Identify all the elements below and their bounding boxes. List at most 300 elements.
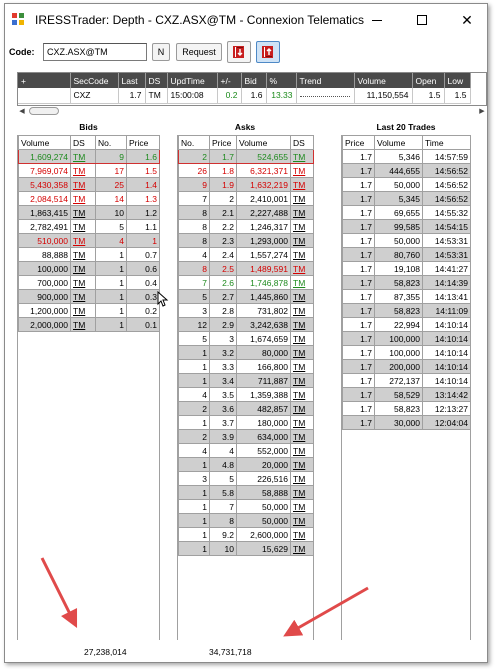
bids-cell: 0.4 <box>127 276 160 290</box>
minimize-button[interactable] <box>355 4 399 36</box>
asks-cell: 4 <box>179 388 210 402</box>
quote-header[interactable]: % <box>266 73 296 88</box>
book-down-icon <box>231 44 247 60</box>
trades-cell: 1.7 <box>343 220 375 234</box>
scroll-left-icon[interactable]: ◀ <box>19 108 25 115</box>
quote-cell: 15:00:08 <box>167 88 217 103</box>
trades-cell: 14:10:14 <box>423 318 471 332</box>
bids-row[interactable] <box>19 150 160 164</box>
asks-row[interactable] <box>179 178 314 192</box>
asks-row[interactable] <box>179 318 314 332</box>
quote-header[interactable]: UpdTime <box>167 73 217 88</box>
trades-row[interactable] <box>343 388 471 402</box>
asks-cell: TM <box>291 150 314 164</box>
trades-cell: 14:53:31 <box>423 234 471 248</box>
depth-down-button[interactable] <box>227 41 251 63</box>
asks-row[interactable] <box>179 486 314 500</box>
asks-cell: 2,227,488 <box>237 206 291 220</box>
asks-cell: 9 <box>179 178 210 192</box>
trades-row[interactable] <box>343 150 471 164</box>
bids-cell: TM <box>71 290 96 304</box>
bids-cell: 2,084,514 <box>19 192 71 206</box>
asks-cell: TM <box>291 430 314 444</box>
bids-row[interactable] <box>19 248 160 262</box>
trades-cell: 12:04:04 <box>423 416 471 430</box>
asks-cell: 1,746,878 <box>237 276 291 290</box>
asks-cell: 2 <box>210 192 237 206</box>
trades-cell: 14:14:39 <box>423 276 471 290</box>
trades-cell: 13:14:42 <box>423 388 471 402</box>
bids-row[interactable] <box>19 262 160 276</box>
asks-cell: 5 <box>179 290 210 304</box>
asks-cell: 166,800 <box>237 360 291 374</box>
bids-title: Bids <box>79 122 98 132</box>
asks-cell: 3.4 <box>210 374 237 388</box>
quote-cell: 1.5 <box>444 88 470 103</box>
asks-row[interactable] <box>179 304 314 318</box>
bids-cell: TM <box>71 150 96 164</box>
scroll-thumb[interactable] <box>29 107 59 115</box>
asks-row[interactable] <box>179 500 314 514</box>
asks-cell: 1,557,274 <box>237 248 291 262</box>
asks-cell: 1 <box>179 500 210 514</box>
quote-cell: 0.2 <box>217 88 241 103</box>
scroll-right-icon[interactable]: ▶ <box>479 108 485 115</box>
trades-row[interactable] <box>343 220 471 234</box>
asks-cell: 3.6 <box>210 402 237 416</box>
asks-cell: 12 <box>179 318 210 332</box>
trades-panel <box>341 135 471 640</box>
asks-cell: TM <box>291 346 314 360</box>
asks-row[interactable] <box>179 514 314 528</box>
close-button[interactable] <box>445 4 488 36</box>
asks-cell: 1 <box>179 416 210 430</box>
maximize-button[interactable] <box>400 4 444 36</box>
bids-cell: 5,430,358 <box>19 178 71 192</box>
bids-cell: 1 <box>96 262 127 276</box>
asks-row[interactable] <box>179 150 314 164</box>
asks-cell: 2.8 <box>210 304 237 318</box>
trades-cell: 1.7 <box>343 304 375 318</box>
asks-cell: 1 <box>179 458 210 472</box>
asks-cell: 2,600,000 <box>237 528 291 542</box>
bids-row[interactable] <box>19 178 160 192</box>
asks-row[interactable] <box>179 346 314 360</box>
asks-cell: 711,887 <box>237 374 291 388</box>
trades-header[interactable]: Volume <box>375 136 423 150</box>
quote-cell: 1.5 <box>412 88 444 103</box>
bids-cell: 10 <box>96 206 127 220</box>
bids-row[interactable] <box>19 290 160 304</box>
trades-header[interactable]: Time <box>423 136 471 150</box>
bids-panel <box>17 135 160 640</box>
trades-row[interactable] <box>343 206 471 220</box>
asks-panel <box>177 135 314 640</box>
trades-cell: 14:10:14 <box>423 346 471 360</box>
depth-up-button[interactable] <box>256 41 280 63</box>
asks-cell: 7 <box>179 276 210 290</box>
window-title: IRESSTrader: Depth - CXZ.ASX@TM - Connexion Telematics <box>35 13 364 27</box>
asks-cell: 552,000 <box>237 444 291 458</box>
asks-cell: 1,674,659 <box>237 332 291 346</box>
asks-cell: 2 <box>179 430 210 444</box>
trades-cell: 14:53:31 <box>423 248 471 262</box>
asks-cell: 9.2 <box>210 528 237 542</box>
bids-cell: 0.2 <box>127 304 160 318</box>
trades-row[interactable] <box>343 416 471 430</box>
trades-cell: 14:41:27 <box>423 262 471 276</box>
asks-row[interactable] <box>179 360 314 374</box>
trades-cell: 14:55:32 <box>423 206 471 220</box>
asks-row[interactable] <box>179 528 314 542</box>
asks-cell: 524,655 <box>237 150 291 164</box>
trades-row[interactable] <box>343 374 471 388</box>
quote-header[interactable]: Bid <box>241 73 266 88</box>
asks-cell: TM <box>291 500 314 514</box>
quote-cell <box>18 88 70 103</box>
bids-cell: TM <box>71 206 96 220</box>
trades-row[interactable] <box>343 192 471 206</box>
trades-row[interactable] <box>343 332 471 346</box>
trades-cell: 1.7 <box>343 248 375 262</box>
bids-cell: 7,969,074 <box>19 164 71 178</box>
asks-cell: 4 <box>179 444 210 458</box>
quote-cell: 11,150,554 <box>354 88 412 103</box>
trades-cell: 50,000 <box>375 178 423 192</box>
bids-cell: 4 <box>96 234 127 248</box>
asks-cell: 2,410,001 <box>237 192 291 206</box>
trades-cell: 14:56:52 <box>423 164 471 178</box>
asks-row[interactable] <box>179 192 314 206</box>
asks-cell: 1,246,317 <box>237 220 291 234</box>
asks-cell: 1 <box>179 514 210 528</box>
trades-cell: 444,655 <box>375 164 423 178</box>
bids-cell: 1.4 <box>127 178 160 192</box>
quote-cell: 13.33 <box>266 88 296 103</box>
asks-cell: TM <box>291 458 314 472</box>
bids-cell: 0.6 <box>127 262 160 276</box>
asks-cell: 80,000 <box>237 346 291 360</box>
bids-cell: 1 <box>127 234 160 248</box>
asks-cell: 58,888 <box>237 486 291 500</box>
trades-row[interactable] <box>343 360 471 374</box>
trend-sparkline <box>300 96 350 97</box>
asks-cell: 8 <box>179 220 210 234</box>
asks-cell: TM <box>291 262 314 276</box>
bids-cell: 1 <box>96 290 127 304</box>
asks-cell: 1,293,000 <box>237 234 291 248</box>
asks-cell: 8 <box>179 262 210 276</box>
asks-cell: 634,000 <box>237 430 291 444</box>
asks-cell: 15,629 <box>237 542 291 556</box>
bids-cell: 5 <box>96 220 127 234</box>
asks-row[interactable] <box>179 206 314 220</box>
asks-row[interactable] <box>179 220 314 234</box>
trades-cell: 14:56:52 <box>423 178 471 192</box>
bids-cell: 88,888 <box>19 248 71 262</box>
asks-row[interactable] <box>179 458 314 472</box>
asks-cell: 2.4 <box>210 248 237 262</box>
toolbar <box>5 38 487 66</box>
asks-title: Asks <box>234 122 256 132</box>
asks-cell: TM <box>291 528 314 542</box>
trades-cell: 58,823 <box>375 402 423 416</box>
bids-cell: 17 <box>96 164 127 178</box>
trades-row[interactable] <box>343 262 471 276</box>
bids-cell: 1.2 <box>127 206 160 220</box>
bids-cell: 25 <box>96 178 127 192</box>
trades-row[interactable] <box>343 248 471 262</box>
asks-total: 34,731,718 <box>209 647 252 657</box>
asks-cell: TM <box>291 206 314 220</box>
bids-table <box>18 135 160 332</box>
trades-row[interactable] <box>343 290 471 304</box>
asks-cell: 3.3 <box>210 360 237 374</box>
asks-cell: 6,321,371 <box>237 164 291 178</box>
trades-cell: 272,137 <box>375 374 423 388</box>
asks-cell: 7 <box>210 500 237 514</box>
bids-cell: TM <box>71 178 96 192</box>
asks-row[interactable] <box>179 276 314 290</box>
trades-row[interactable] <box>343 178 471 192</box>
trades-cell: 1.7 <box>343 206 375 220</box>
bids-row[interactable] <box>19 276 160 290</box>
asks-cell: 2.9 <box>210 318 237 332</box>
trades-cell: 14:13:41 <box>423 290 471 304</box>
minimize-icon <box>372 20 382 21</box>
trades-cell: 5,346 <box>375 150 423 164</box>
asks-cell: 1,632,219 <box>237 178 291 192</box>
quote-hscrollbar[interactable] <box>17 106 487 116</box>
bids-cell: TM <box>71 318 96 332</box>
asks-row[interactable] <box>179 402 314 416</box>
quote-table <box>18 73 471 104</box>
asks-cell: 5 <box>210 472 237 486</box>
asks-cell: TM <box>291 304 314 318</box>
trades-cell: 1.7 <box>343 150 375 164</box>
asks-cell: 4.8 <box>210 458 237 472</box>
asks-row[interactable] <box>179 388 314 402</box>
asks-cell: 1.7 <box>210 150 237 164</box>
trades-row[interactable] <box>343 402 471 416</box>
maximize-icon <box>417 15 427 25</box>
bids-cell: 1,863,415 <box>19 206 71 220</box>
quote-header[interactable]: + <box>18 73 70 88</box>
trades-cell: 22,994 <box>375 318 423 332</box>
asks-cell: 10 <box>210 542 237 556</box>
code-input[interactable] <box>43 43 147 61</box>
asks-header[interactable]: No. <box>179 136 210 150</box>
asks-cell: 1 <box>179 346 210 360</box>
depth-window <box>4 3 488 663</box>
asks-cell: 4 <box>210 444 237 458</box>
trades-cell: 50,000 <box>375 234 423 248</box>
trades-cell: 5,345 <box>375 192 423 206</box>
asks-cell: 2.2 <box>210 220 237 234</box>
asks-table <box>178 135 314 556</box>
asks-cell: 731,802 <box>237 304 291 318</box>
bids-cell: TM <box>71 262 96 276</box>
asks-row[interactable] <box>179 542 314 556</box>
quote-header[interactable]: Volume <box>354 73 412 88</box>
bids-cell: 900,000 <box>19 290 71 304</box>
asks-cell: TM <box>291 402 314 416</box>
asks-cell: 1 <box>179 360 210 374</box>
asks-row[interactable] <box>179 430 314 444</box>
quote-header[interactable]: +/- <box>217 73 241 88</box>
trades-row[interactable] <box>343 276 471 290</box>
asks-cell: TM <box>291 360 314 374</box>
asks-cell: 1,359,388 <box>237 388 291 402</box>
bids-row[interactable] <box>19 220 160 234</box>
asks-cell: 1 <box>179 528 210 542</box>
asks-cell: 1,445,860 <box>237 290 291 304</box>
asks-row[interactable] <box>179 248 314 262</box>
asks-row[interactable] <box>179 262 314 276</box>
asks-cell: TM <box>291 416 314 430</box>
bids-cell: TM <box>71 304 96 318</box>
asks-cell: 26 <box>179 164 210 178</box>
bids-row[interactable] <box>19 304 160 318</box>
trades-cell: 58,823 <box>375 276 423 290</box>
asks-cell: 8 <box>179 206 210 220</box>
quote-header[interactable]: Open <box>412 73 444 88</box>
asks-cell: TM <box>291 178 314 192</box>
bids-cell: 14 <box>96 192 127 206</box>
asks-cell: 226,516 <box>237 472 291 486</box>
asks-row[interactable] <box>179 444 314 458</box>
bids-cell: 1 <box>96 304 127 318</box>
book-up-icon <box>260 44 276 60</box>
asks-cell: TM <box>291 220 314 234</box>
trades-row[interactable] <box>343 234 471 248</box>
trades-cell: 200,000 <box>375 360 423 374</box>
bids-cell: TM <box>71 192 96 206</box>
bids-header[interactable]: DS <box>71 136 96 150</box>
bids-row[interactable] <box>19 164 160 178</box>
trades-header[interactable]: Price <box>343 136 375 150</box>
asks-cell: TM <box>291 290 314 304</box>
trades-cell: 99,585 <box>375 220 423 234</box>
asks-cell: 1.9 <box>210 178 237 192</box>
asks-cell: 50,000 <box>237 500 291 514</box>
bids-header[interactable]: No. <box>96 136 127 150</box>
trades-cell: 80,760 <box>375 248 423 262</box>
quote-header[interactable]: Trend <box>296 73 354 88</box>
asks-cell: TM <box>291 514 314 528</box>
trades-row[interactable] <box>343 318 471 332</box>
bids-cell: 1.3 <box>127 192 160 206</box>
asks-row[interactable] <box>179 332 314 346</box>
asks-cell: 2.3 <box>210 234 237 248</box>
trades-cell: 14:10:14 <box>423 332 471 346</box>
bids-row[interactable] <box>19 192 160 206</box>
bids-cell: TM <box>71 234 96 248</box>
bids-cell: 1 <box>96 318 127 332</box>
trades-cell: 1.7 <box>343 234 375 248</box>
asks-cell: 4 <box>179 248 210 262</box>
trades-cell: 30,000 <box>375 416 423 430</box>
quote-header[interactable]: Last <box>118 73 145 88</box>
asks-cell: 2.1 <box>210 206 237 220</box>
asks-cell: 20,000 <box>237 458 291 472</box>
asks-cell: TM <box>291 164 314 178</box>
asks-cell: 2.6 <box>210 276 237 290</box>
asks-cell: 5.8 <box>210 486 237 500</box>
bids-header[interactable]: Volume <box>19 136 71 150</box>
bids-row[interactable] <box>19 318 160 332</box>
quote-header[interactable]: SecCode <box>70 73 118 88</box>
trades-row[interactable] <box>343 304 471 318</box>
trades-cell: 58,823 <box>375 304 423 318</box>
app-icon <box>11 12 25 26</box>
n-button[interactable]: N <box>152 43 170 61</box>
asks-row[interactable] <box>179 234 314 248</box>
quote-header[interactable]: DS <box>145 73 167 88</box>
asks-cell: 7 <box>179 192 210 206</box>
title-bar[interactable] <box>5 4 487 36</box>
asks-header[interactable]: Volume <box>237 136 291 150</box>
close-icon: ✕ <box>461 11 473 28</box>
trades-cell: 14:10:14 <box>423 374 471 388</box>
trades-cell: 1.7 <box>343 290 375 304</box>
asks-cell: TM <box>291 444 314 458</box>
asks-row[interactable] <box>179 164 314 178</box>
bids-cell: 0.1 <box>127 318 160 332</box>
asks-cell: TM <box>291 542 314 556</box>
trades-cell: 14:57:59 <box>423 150 471 164</box>
asks-header[interactable]: DS <box>291 136 314 150</box>
asks-cell: TM <box>291 248 314 262</box>
bids-row[interactable] <box>19 206 160 220</box>
trades-cell: 69,655 <box>375 206 423 220</box>
trades-cell: 100,000 <box>375 346 423 360</box>
asks-row[interactable] <box>179 290 314 304</box>
asks-row[interactable] <box>179 374 314 388</box>
trades-cell: 1.7 <box>343 262 375 276</box>
bids-cell: 1.1 <box>127 220 160 234</box>
trades-cell: 1.7 <box>343 332 375 346</box>
bids-cell: 0.7 <box>127 248 160 262</box>
bids-cell: 2,000,000 <box>19 318 71 332</box>
quote-row[interactable] <box>18 88 470 103</box>
asks-cell: 2.5 <box>210 262 237 276</box>
bids-cell: 510,000 <box>19 234 71 248</box>
asks-row[interactable] <box>179 472 314 486</box>
trades-cell: 1.7 <box>343 374 375 388</box>
asks-header[interactable]: Price <box>210 136 237 150</box>
trades-row[interactable] <box>343 164 471 178</box>
trades-cell: 1.7 <box>343 318 375 332</box>
bids-cell: TM <box>71 164 96 178</box>
request-button[interactable]: Request <box>176 43 222 61</box>
asks-row[interactable] <box>179 416 314 430</box>
asks-cell: 2.7 <box>210 290 237 304</box>
bids-header[interactable]: Price <box>127 136 160 150</box>
asks-cell: 8 <box>179 234 210 248</box>
asks-cell: 3.2 <box>210 346 237 360</box>
trades-cell: 100,000 <box>375 332 423 346</box>
asks-cell: TM <box>291 374 314 388</box>
trades-cell: 14:11:09 <box>423 304 471 318</box>
trades-row[interactable] <box>343 346 471 360</box>
asks-cell: 1,489,591 <box>237 262 291 276</box>
trades-cell: 1.7 <box>343 276 375 290</box>
bids-row[interactable] <box>19 234 160 248</box>
bids-cell: 1 <box>96 248 127 262</box>
trades-cell: 87,355 <box>375 290 423 304</box>
quote-header[interactable]: Low <box>444 73 470 88</box>
